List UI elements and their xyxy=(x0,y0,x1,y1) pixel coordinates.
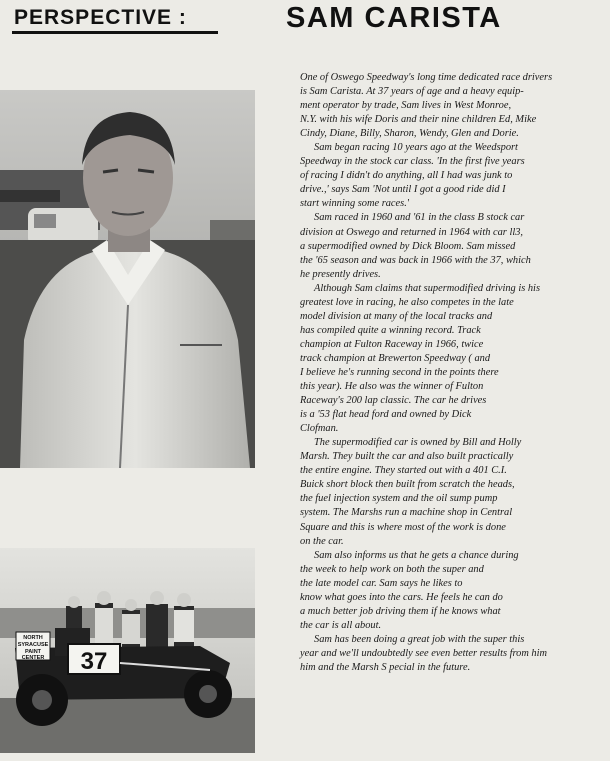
article-line: system. The Marshs run a machine shop in Central xyxy=(300,507,513,519)
article-line: Speedway in the stock car class. 'In the first five years xyxy=(300,156,525,168)
article-title: SAM CARISTA xyxy=(286,2,502,34)
article-line: Sam began racing 10 years ago at the Weedsport xyxy=(314,142,518,154)
article-line: model division at many of the local tracks and xyxy=(300,310,493,322)
article-line: The supermodified car is owned by Bill and Holly xyxy=(314,437,522,449)
article-line: year and we'll undoubtedly see even better results from him xyxy=(300,647,548,659)
article-line: drive.,' says Sam 'Not until I got a good ride did I xyxy=(300,184,506,196)
article-line: greatest love in racing, he also competes in the late xyxy=(300,296,514,308)
article-line: has compiled quite a winning record. Track xyxy=(300,324,481,336)
heading-underline xyxy=(12,31,218,34)
article-line: Cindy, Diane, Billy, Sharon, Wendy, Glen and Dorie. xyxy=(300,128,519,140)
article-line: he presently drives. xyxy=(300,268,381,280)
article-line: a much better job driving them if he knows what xyxy=(300,605,501,617)
sign-line-1: NORTH xyxy=(23,635,43,641)
article-line: the entire engine. They started out with a 401 C.I. xyxy=(300,465,507,477)
article-line: Sam raced in 1960 and '61 in the class B stock car xyxy=(314,212,525,224)
article-line: champion at Fulton Raceway in 1966, twice xyxy=(300,338,484,350)
article-line: division at Oswego and returned in 1964 with car ll3, xyxy=(300,226,524,238)
article-line: track champion at Brewerton Speedway ( and xyxy=(300,352,491,364)
sign-line-3: PAINT xyxy=(24,649,42,655)
article-line: the '65 season and was back in 1966 with the 37, which xyxy=(300,254,531,266)
article-line: One of Oswego Speedway's long time dedicated race drivers xyxy=(300,72,553,83)
sign-line-2: SYRACUSE xyxy=(17,642,49,648)
race-car-team-photo xyxy=(0,548,255,753)
article-line: Clofman. xyxy=(300,423,339,435)
article-line: is a '53 flat head ford and owned by Dick xyxy=(300,409,472,421)
article-line: Sam also informs us that he gets a chance during xyxy=(314,549,519,561)
article-line: the late model car. Sam says he likes to xyxy=(300,577,463,589)
driver-portrait-photo xyxy=(0,90,255,468)
article-line: him and the Marsh S pecial in the future. xyxy=(300,661,471,673)
car-number-label: 37 xyxy=(80,648,108,675)
article-line: Buick short block then built from scratch the heads, xyxy=(300,479,515,491)
article-line: I believe he's running second in the points there xyxy=(300,366,499,378)
article-line: start winning some races.' xyxy=(300,198,410,210)
article-line: the week to help work on both the super and xyxy=(300,563,484,575)
article-line: ment operator by trade, Sam lives in West Monroe, xyxy=(300,100,512,112)
sign-line-4: CENTER xyxy=(21,655,45,661)
article-line: Square and this is where most of the work is done xyxy=(300,521,506,533)
article-line: the car is all about. xyxy=(300,619,382,631)
article-line: this year). He also was the winner of Fulton xyxy=(300,381,484,393)
article-line: a supermodified owned by Dick Bloom. Sam missed xyxy=(300,240,516,252)
article-line: Although Sam claims that supermodified driving is his xyxy=(314,282,540,294)
section-heading: PERSPECTIVE : xyxy=(14,6,187,29)
article-line: is Sam Carista. At 37 years of age and a heavy equip- xyxy=(300,86,524,98)
article-line: on the car. xyxy=(300,535,344,547)
article-line: Marsh. They built the car and also built practically xyxy=(300,451,514,463)
article-line: of racing I didn't do anything, all I had was junk to xyxy=(300,170,513,182)
article-line: the fuel injection system and the oil sump pump xyxy=(300,493,498,505)
article-line: N.Y. with his wife Doris and their nine children Ed, Mike xyxy=(300,114,537,126)
article-line: Raceway's 200 lap classic. The car he drives xyxy=(300,395,487,407)
article-line: know what goes into the cars. He feels he can do xyxy=(300,591,503,603)
article-body xyxy=(300,71,605,675)
article-line: Sam has been doing a great job with the super this xyxy=(314,633,525,645)
